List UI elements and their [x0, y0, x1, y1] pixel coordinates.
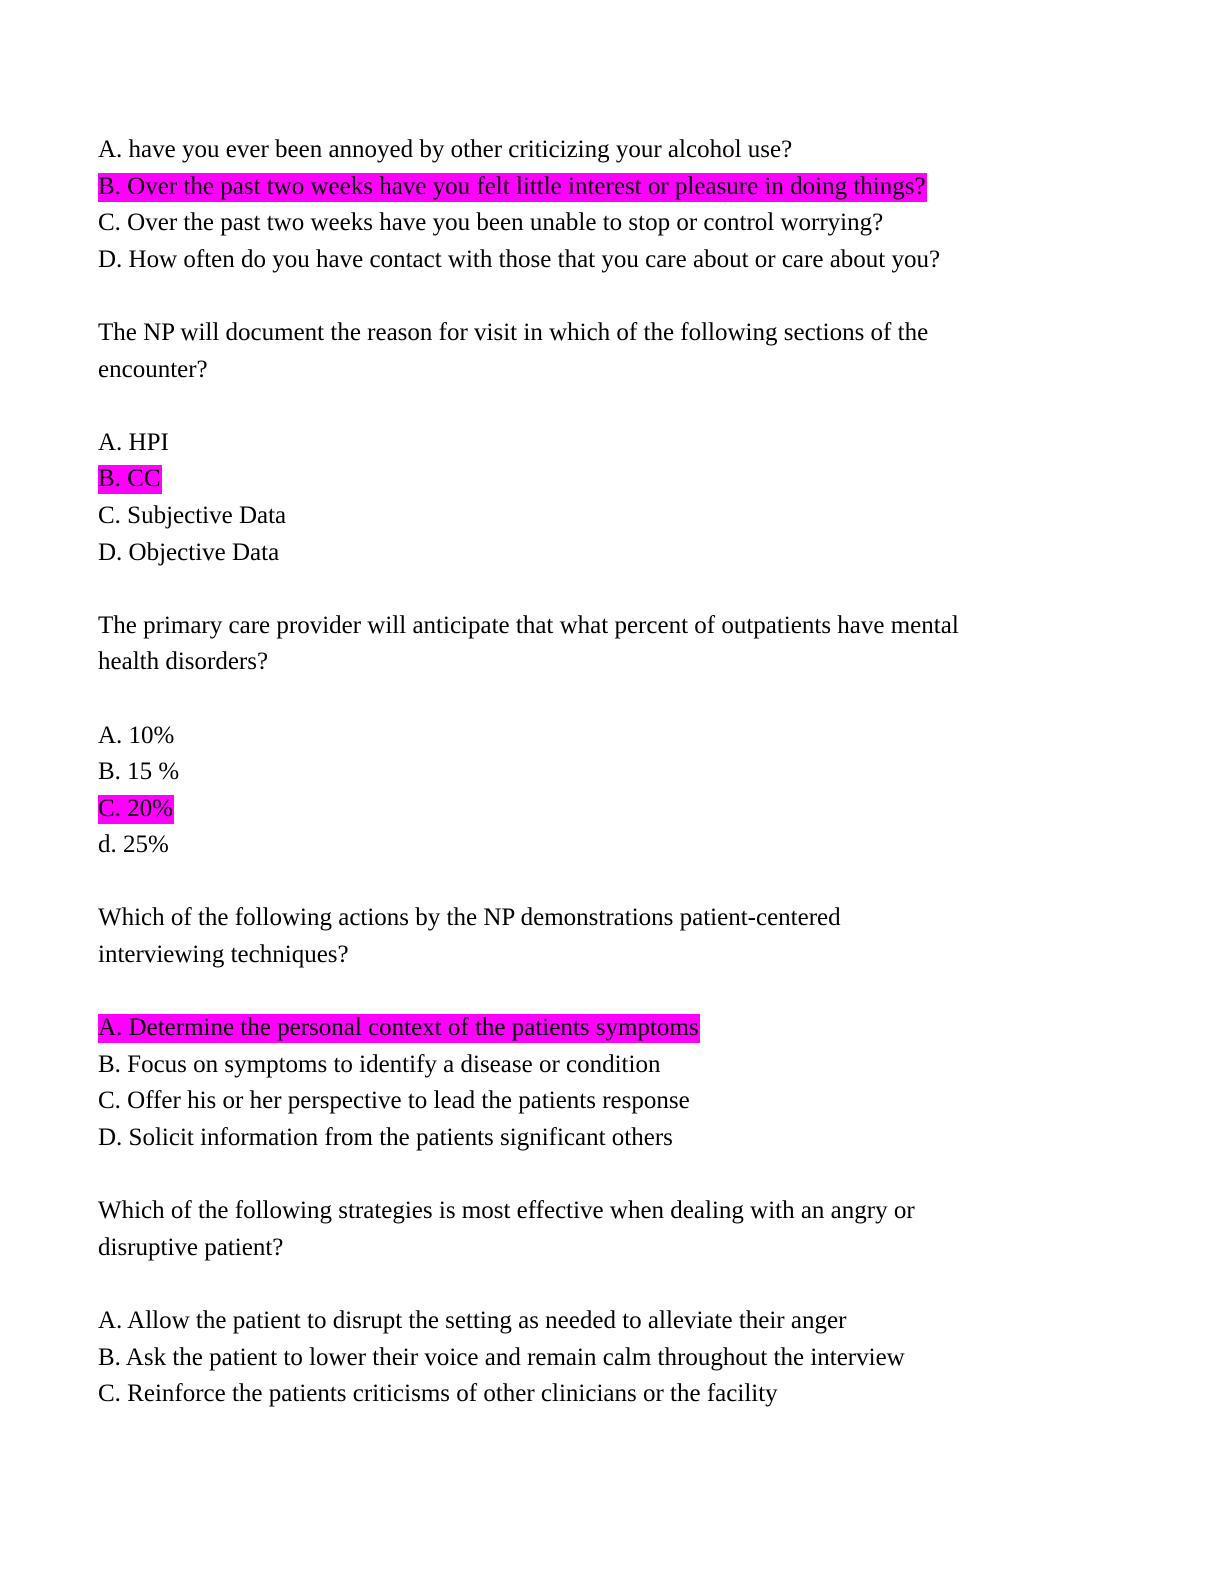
answer-option	[98, 718, 1098, 755]
answer-option	[98, 754, 1098, 791]
question-stem: interviewing techniques?	[98, 941, 349, 969]
answer-text: A. have you ever been annoyed by other criticizing your alcohol use?	[98, 136, 793, 163]
answer-text: B. Ask the patient to lower their voice and remain calm throughout the interview	[98, 1343, 905, 1371]
answer-text: A. HPI	[98, 428, 169, 456]
answer-option	[98, 535, 1098, 572]
question-stem: health disorders?	[98, 648, 269, 676]
answer-option	[98, 827, 1098, 864]
answer-option	[98, 242, 1098, 279]
answer-option-selected	[98, 169, 1098, 206]
question-stem: Which of the following strategies is most effective when dealing with an angry or	[98, 1197, 915, 1225]
highlighted-answer-text: B. CC	[98, 465, 161, 493]
question-stem: encounter?	[98, 355, 208, 383]
highlighted-answer-text: B. Over the past two weeks have you felt little interest or pleasure in doing things?	[98, 172, 926, 200]
spacer	[98, 974, 1098, 1011]
spacer	[98, 864, 1098, 901]
answer-option-selected	[98, 461, 1098, 498]
answer-text: C. Over the past two weeks have you been unable to stop or control worrying?	[98, 209, 884, 237]
document-page	[98, 132, 1098, 1413]
answer-option	[98, 1340, 1098, 1377]
answer-option-selected	[98, 1010, 1098, 1047]
answer-option	[98, 1376, 1098, 1413]
answer-text: C. Subjective Data	[98, 501, 287, 529]
answer-option	[98, 1047, 1098, 1084]
answer-option	[98, 425, 1098, 462]
spacer	[98, 388, 1098, 425]
answer-text: D. Solicit information from the patients significant others	[98, 1124, 673, 1152]
answer-text: d. 25%	[98, 831, 169, 859]
answer-text: A. Allow the patient to disrupt the setting as needed to alleviate their anger	[98, 1307, 847, 1334]
answer-text: C. Reinforce the patients criticisms of other clinicians or the facility	[98, 1380, 778, 1408]
highlighted-answer-text: C. 20%	[98, 794, 173, 822]
spacer	[98, 681, 1098, 718]
answer-option	[98, 1083, 1098, 1120]
answer-text: A. 10%	[98, 721, 175, 749]
answer-text: B. Focus on symptoms to identify a disease or condition	[98, 1050, 661, 1078]
spacer	[98, 1266, 1098, 1303]
answer-text: D. How often do you have contact with those that you care about or care about you?	[98, 245, 941, 273]
spacer	[98, 571, 1098, 608]
spacer	[98, 278, 1098, 315]
answer-option-selected	[98, 791, 1098, 828]
question-stem: disruptive patient?	[98, 1233, 284, 1261]
answer-option	[98, 498, 1098, 535]
question-stem: The NP will document the reason for visit in which of the following sections of the	[98, 318, 929, 346]
answer-option	[98, 1120, 1098, 1157]
question-stem: Which of the following actions by the NP demonstrations patient-centered	[98, 904, 841, 932]
spacer	[98, 1157, 1098, 1194]
answer-option	[98, 132, 1098, 169]
answer-text: D. Objective Data	[98, 538, 280, 566]
answer-text: B. 15 %	[98, 758, 180, 786]
answer-option	[98, 205, 1098, 242]
answer-option	[98, 1303, 1098, 1340]
answer-text: C. Offer his or her perspective to lead the patients response	[98, 1087, 690, 1115]
question-stem: The primary care provider will anticipate that what percent of outpatients have mental	[98, 611, 959, 639]
highlighted-answer-text: A. Determine the personal context of the patients symptoms	[98, 1014, 699, 1042]
